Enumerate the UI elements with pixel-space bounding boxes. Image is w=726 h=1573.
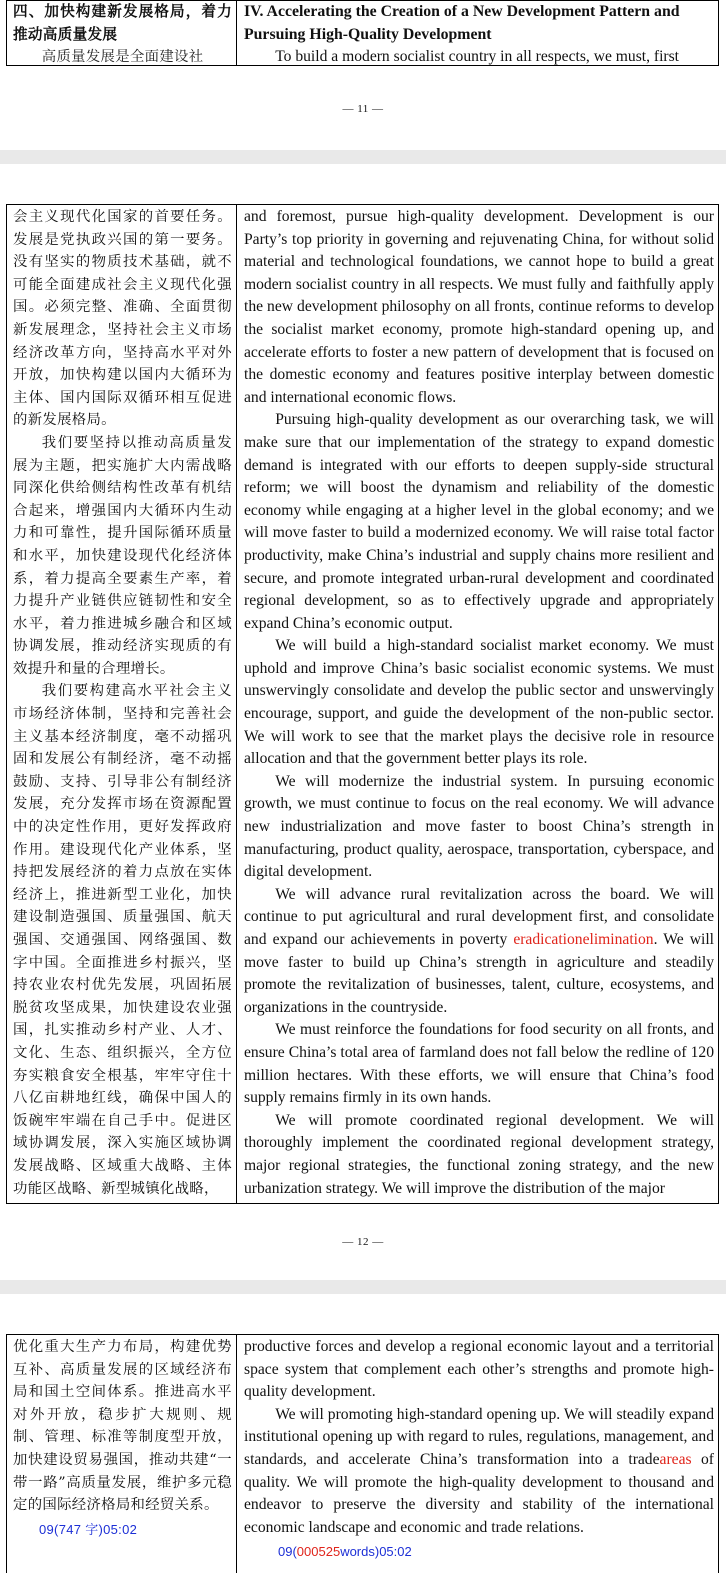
- en-paragraph: We will advance rural revitalization across the board. We will continue to put agricultural and rural development first, and consolidate and expand our achievements in poverty eradicationelimination. We will move faster to build up China’s strength in agriculture and steadily promote the revitalization of businesses, talent, culture, ecosystems, and organizations in the countryside.: [244, 885, 714, 1016]
- page-12-table: [6, 204, 719, 1204]
- tracked-change-text: areas: [659, 1450, 692, 1468]
- en-paragraph: We will modernize the industrial system. In pursuing economic growth, we must continue to focus on the real economy. We will advance new industrialization and move faster to boost China’s strength in manufacturing, product quality, aerospace, transportation, cyberspace, and digital development.: [244, 772, 714, 881]
- zh-paragraph: 我们要构建高水平社会主义市场经济体制，坚持和完善社会主义基本经济制度，毫不动摇巩固和发展公有制经济，毫不动摇鼓励、支持、引导非公有制经济发展，充分发挥市场在资源配置中的决定性作用，更好发挥政府作用。建设现代化产业体系，坚持把发展经济的着力点放在实体经济上，推进新型工业化，加快建设制造强国、质量强国、航天强国、交通强国、网络强国、数字中国。全面推进乡村振兴，坚持农业农村优先发展，巩固拓展脱贫攻坚成果，加快建设农业强国，扎实推动乡村产业、人才、文化、生态、组织振兴，全方位夯实粮食安全根基，牢牢守住十八亿亩耕地红线，确保中国人的饭碗牢牢端在自己手中。促进区域协调发展，深入实施区域协调发展战略、区域重大战略、主体功能区战略、新型城镇化战略，: [13, 683, 232, 1197]
- en-word-count-stamp: 09(000525words)05:02: [278, 1544, 412, 1560]
- en-paragraph: We will build a high-standard socialist market economy. We must uphold and improve China’s basic socialist economic systems. We must unswervingly consolidate and develop the public sector and unswervingly encourage, support, and guide the development of the non-public sector. We will work to see that the market plays the decisive role in resource allocation and that the government better plays its role.: [244, 637, 714, 768]
- en-section-heading: IV. Accelerating the Creation of a New Development Pattern and Pursuing High-Quality Development: [244, 3, 680, 43]
- column-divider: [236, 205, 237, 1203]
- zh-section-heading: 四、加快构建新发展格局，着力推动高质量发展: [13, 3, 232, 43]
- zh-word-count-stamp: 09(747 字)05:02: [39, 1521, 138, 1537]
- zh-paragraph: 优化重大生产力布局，构建优势互补、高质量发展的区域经济布局和国土空间体系。推进高水平对外开放，稳步扩大规则、规制、管理、标准等制度型开放，加快建设贸易强国，推动共建“一带一路”高质量发展，维护多元稳定的国际经济格局和经贸关系。: [13, 1339, 232, 1514]
- en-paragraph: Pursuing high-quality development as our overarching task, we will make sure that our implementation of the strategy to expand domestic demand is integrated with our efforts to deepen supply-side structural reform; we will boost the dynamism and reliability of the domestic economy while engaging at a higher level in the global economy; and we will move faster to build a modernized economy. We will raise total factor productivity, make China’s industrial and supply chains more resilient and secure, and promote integrated urban-rural development and coordinated regional development, so as to effectively upgrade and appropriately expand China’s economic output.: [244, 411, 714, 632]
- tracked-change-text: eradicationelimination: [513, 931, 654, 948]
- en-paragraph: We must reinforce the foundations for food security on all fronts, and ensure China’s total area of farmland does not fall below the redline of 120 million hectares. With these efforts, we will ensure that China’s food supply remains firmly in its own hands.: [244, 1021, 714, 1107]
- en-paragraph: productive forces and develop a regional economic layout and a territorial space system that complement each other’s strengths and promote high-quality development.: [244, 1338, 714, 1401]
- en-column: [244, 1336, 714, 1564]
- zh-column: [13, 1336, 232, 1541]
- zh-column: [13, 206, 232, 1200]
- page-gap: [0, 1280, 726, 1294]
- en-paragraph: We will promoting high-standard opening up. We will steadily expand institutional opening up with regard to rules, regulations, management, and standards, and accelerate China’s transformation into a tradeareas of quality. We will promote the high-quality development to thousand and endeavor to preserve the diversity and stability of the international economic landscape and economic and trade relations.: [244, 1405, 714, 1536]
- page-12: [0, 164, 726, 1280]
- column-divider: [236, 1335, 237, 1573]
- column-divider: [236, 1, 237, 65]
- page-number: — 11 —: [342, 103, 384, 115]
- en-paragraph: We will promote coordinated regional development. We will thoroughly implement the coordinated regional development strategy, major regional strategies, the functional zoning strategy, and the new urbanization strategy. We will improve the distribution of the major: [244, 1111, 714, 1197]
- page-13-table: [6, 1334, 719, 1573]
- en-column: [244, 206, 714, 1200]
- page-gap: [0, 150, 726, 164]
- page-13: [0, 1294, 726, 1573]
- zh-paragraph: 会主义现代化国家的首要任务。发展是党执政兴国的第一要务。没有坚实的物质技术基础，就不可能全面建成社会主义现代化强国。必须完整、准确、全面贯彻新发展理念，坚持社会主义市场经济改革方向，坚持高水平对外开放，加快构建以国内大循环为主体、国内国际双循环相互促进的新发展格局。: [13, 209, 232, 429]
- page-number: — 12 —: [342, 1236, 384, 1248]
- zh-text-line: 高质量发展是全面建设社: [41, 49, 204, 65]
- en-text-line: To build a modern socialist country in all respects, we must, first: [275, 48, 680, 65]
- page-11: [0, 0, 726, 150]
- en-paragraph: and foremost, pursue high-quality development. Development is our Party’s top priority in governing and rejuvenating China, for without solid material and technological foundations, we cannot hope to build a great modern socialist country in all respects. We must fully and faithfully apply the new development philosophy on all fronts, continue reforms to develop the socialist market economy, promote high-standard opening up, and accelerate efforts to foster a new pattern of development that is focused on the domestic economy and features positive interplay between domestic and international economic flows.: [244, 208, 714, 406]
- page-11-table: [6, 0, 719, 66]
- zh-paragraph: 我们要坚持以推动高质量发展为主题，把实施扩大内需战略同深化供给侧结构性改革有机结合起来，增强国内大循环内生动力和可靠性，提升国际循环质量和水平，加快建设现代化经济体系，着力提高全要素生产率，着力提升产业链供应链韧性和安全水平，着力推进城乡融合和区域协调发展，推动经济实现质的有效提升和量的合理增长。: [13, 434, 232, 677]
